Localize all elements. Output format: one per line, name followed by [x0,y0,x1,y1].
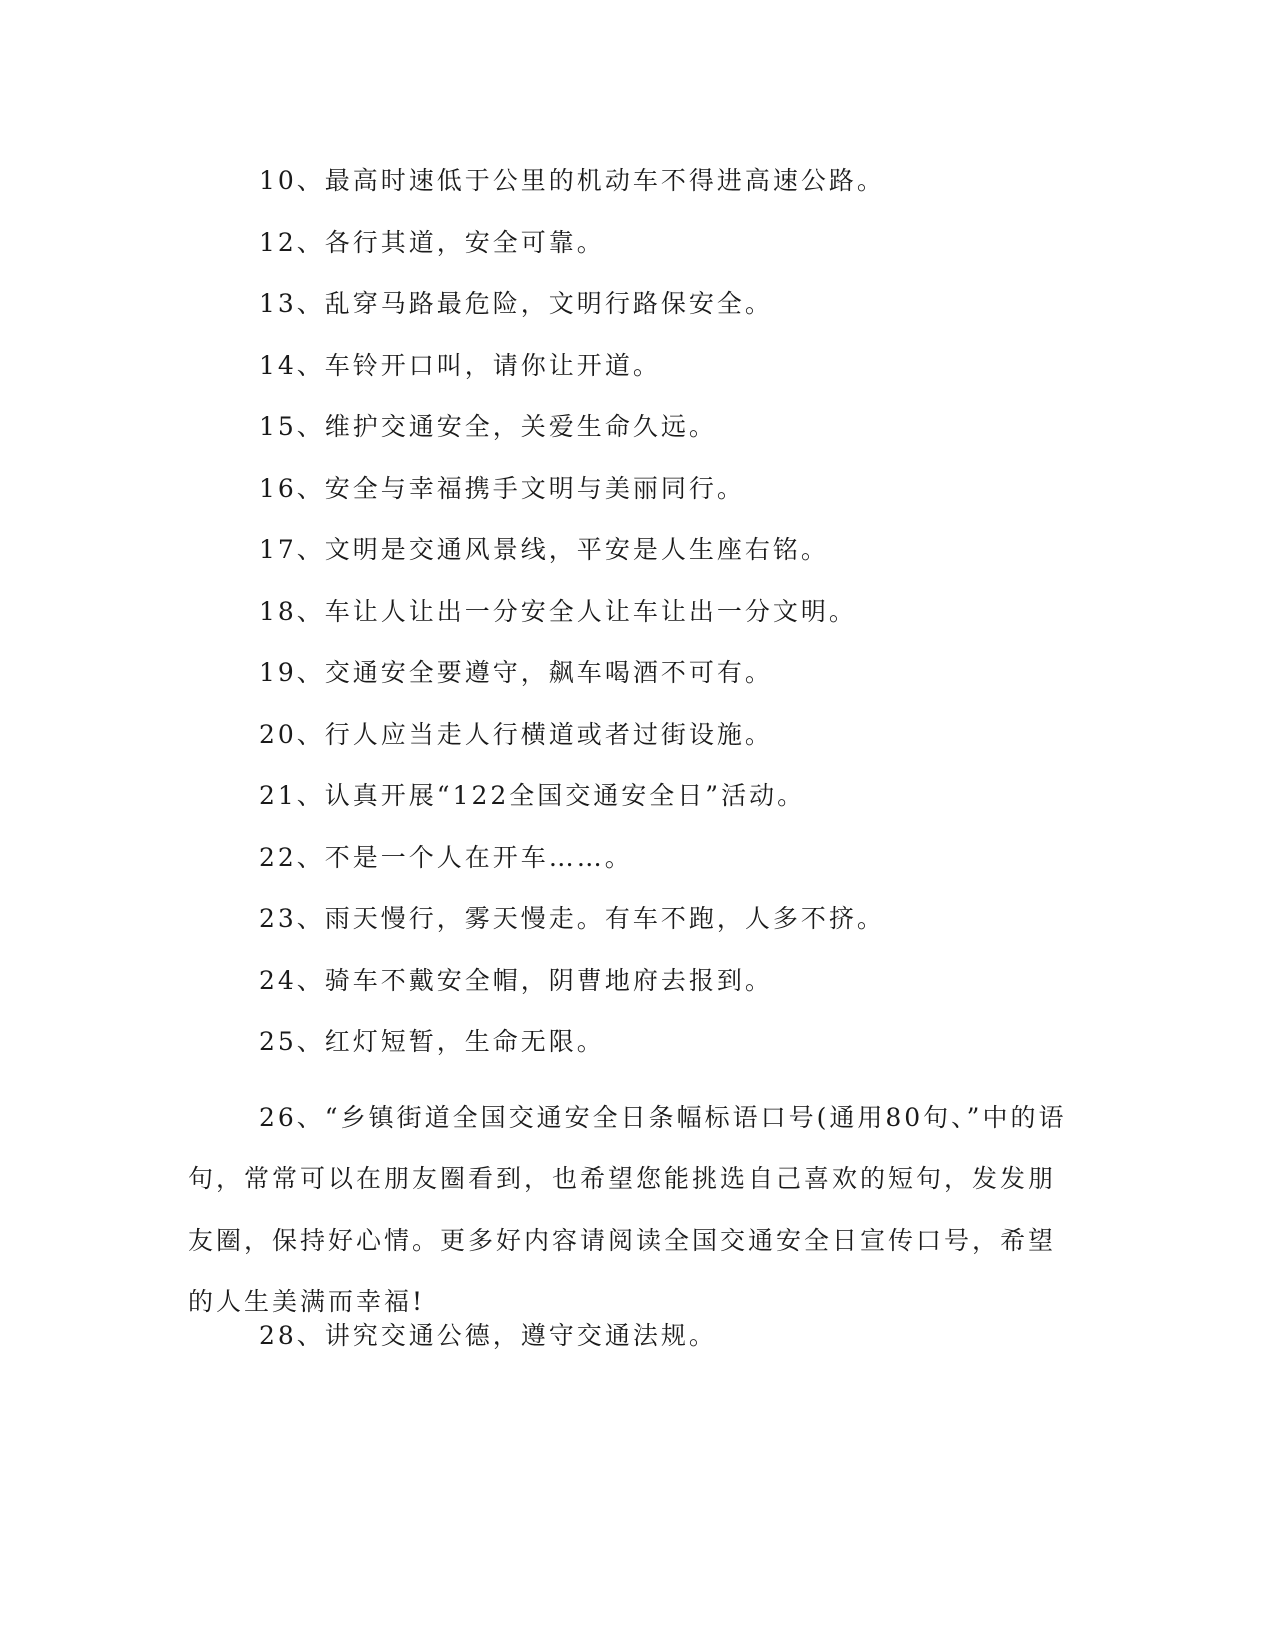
slogan-item-16: 16、安全与幸福携手文明与美丽同行。 [259,473,745,503]
slogan-item-19: 19、交通安全要遵守，飙车喝酒不可有。 [259,658,773,687]
slogan-item-20: 20、行人应当走人行横道或者过街设施。 [259,719,773,749]
slogan-item-24: 24、骑车不戴安全帽，阴曹地府去报到。 [259,965,773,995]
slogan-item-17: 17、文明是交通风景线，平安是人生座右铭。 [259,535,829,564]
slogan-item-10: 10、最高时速低于公里的机动车不得进高速公路。 [259,166,885,195]
slogan-item-14: 14、车铃开口叫，请你让开道。 [259,350,661,380]
slogan-item-18: 18、车让人让出一分安全人让车让出一分文明。 [259,596,857,626]
slogan-item-13: 13、乱穿马路最危险，文明行路保安全。 [259,289,773,318]
slogan-item-21: 21、认真开展“122全国交通安全日”活动。 [259,781,806,810]
paragraph-26: 26、“乡镇街道全国交通安全日条幅标语口号(通用80句、”中的语句，常常可以在朋友圈看到，也希望您能挑选自己喜欢的短句，发发朋友圈，保持好心情。更多好内容请阅读全国交通安全日宣传口号，希望的人生美满而幸福! [188,1102,1067,1316]
slogan-item-28: 28、讲究交通公德，遵守交通法规。 [259,1320,717,1350]
slogan-item-25: 25、红灯短暂，生命无限。 [259,1027,605,1056]
slogan-item-22: 22、不是一个人在开车……。 [259,842,633,872]
document-body [188,164,1068,1380]
slogan-item-23: 23、雨天慢行，雾天慢走。有车不跑，人多不挤。 [259,904,885,933]
slogan-item-15: 15、维护交通安全，关爱生命久远。 [259,412,717,441]
slogan-item-12: 12、各行其道，安全可靠。 [259,227,605,257]
